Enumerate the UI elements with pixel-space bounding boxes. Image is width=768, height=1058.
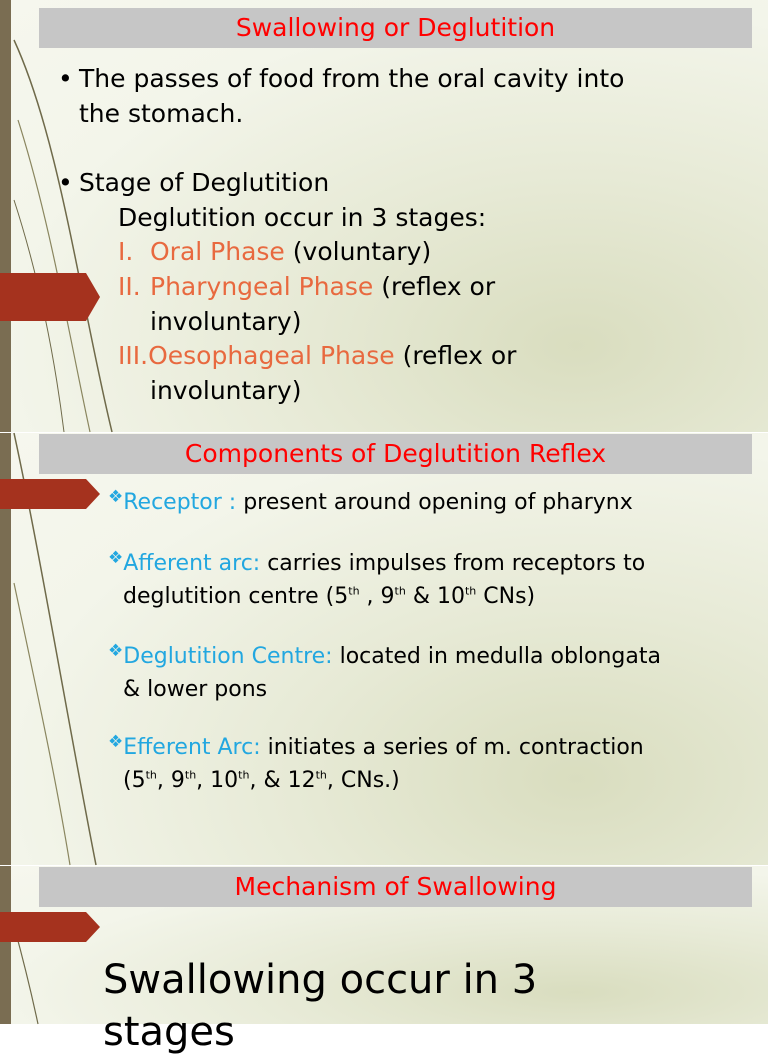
stage-item: III.Oesophageal Phase (reflex or involuntary) <box>118 341 517 405</box>
diamond-bullet-icon: ❖ <box>108 641 124 661</box>
slide-title: Components of Deglutition Reflex <box>39 434 752 474</box>
diamond-bullet-icon: ❖ <box>108 732 124 752</box>
diamond-bullet-icon: ❖ <box>108 548 124 568</box>
bullet-dot: • <box>58 168 73 197</box>
slide-swallowing <box>0 0 768 432</box>
arrow-marker <box>0 479 100 509</box>
arrow-marker <box>0 912 100 942</box>
diamond-bullet-icon: ❖ <box>108 487 124 507</box>
stage-item: I. Oral Phase (voluntary) <box>118 237 432 266</box>
slide-components <box>0 433 768 865</box>
arrow-marker <box>0 273 100 321</box>
slide-mechanism <box>0 866 768 1055</box>
stage-item: II. Pharyngeal Phase (reflex or involuntary) <box>118 272 496 336</box>
stages-intro: Deglutition occur in 3 stages: <box>118 203 487 232</box>
bullet-dot: • <box>58 64 73 93</box>
bullet-definition: • The passes of food from the oral cavity into the stomach. <box>58 64 625 128</box>
slide-body: Swallowing occur in 3 stages <box>103 957 538 1055</box>
bullet-stages: • Stage of Deglutition <box>58 166 329 201</box>
slide-title: Swallowing or Deglutition <box>39 8 752 48</box>
component-item: ❖Receptor : present around opening of pharynx <box>108 487 633 515</box>
component-item: ❖Deglutition Centre: located in medulla oblongata & lower pons <box>108 641 661 702</box>
component-item: ❖Afferent arc: carries impulses from receptors to deglutition centre (5th , 9th & 10th CNs) <box>108 548 646 609</box>
component-item: ❖Efferent Arc: initiates a series of m. contraction (5th, 9th, 10th, & 12th, CNs.) <box>108 732 644 793</box>
slide-title: Mechanism of Swallowing <box>39 867 752 907</box>
